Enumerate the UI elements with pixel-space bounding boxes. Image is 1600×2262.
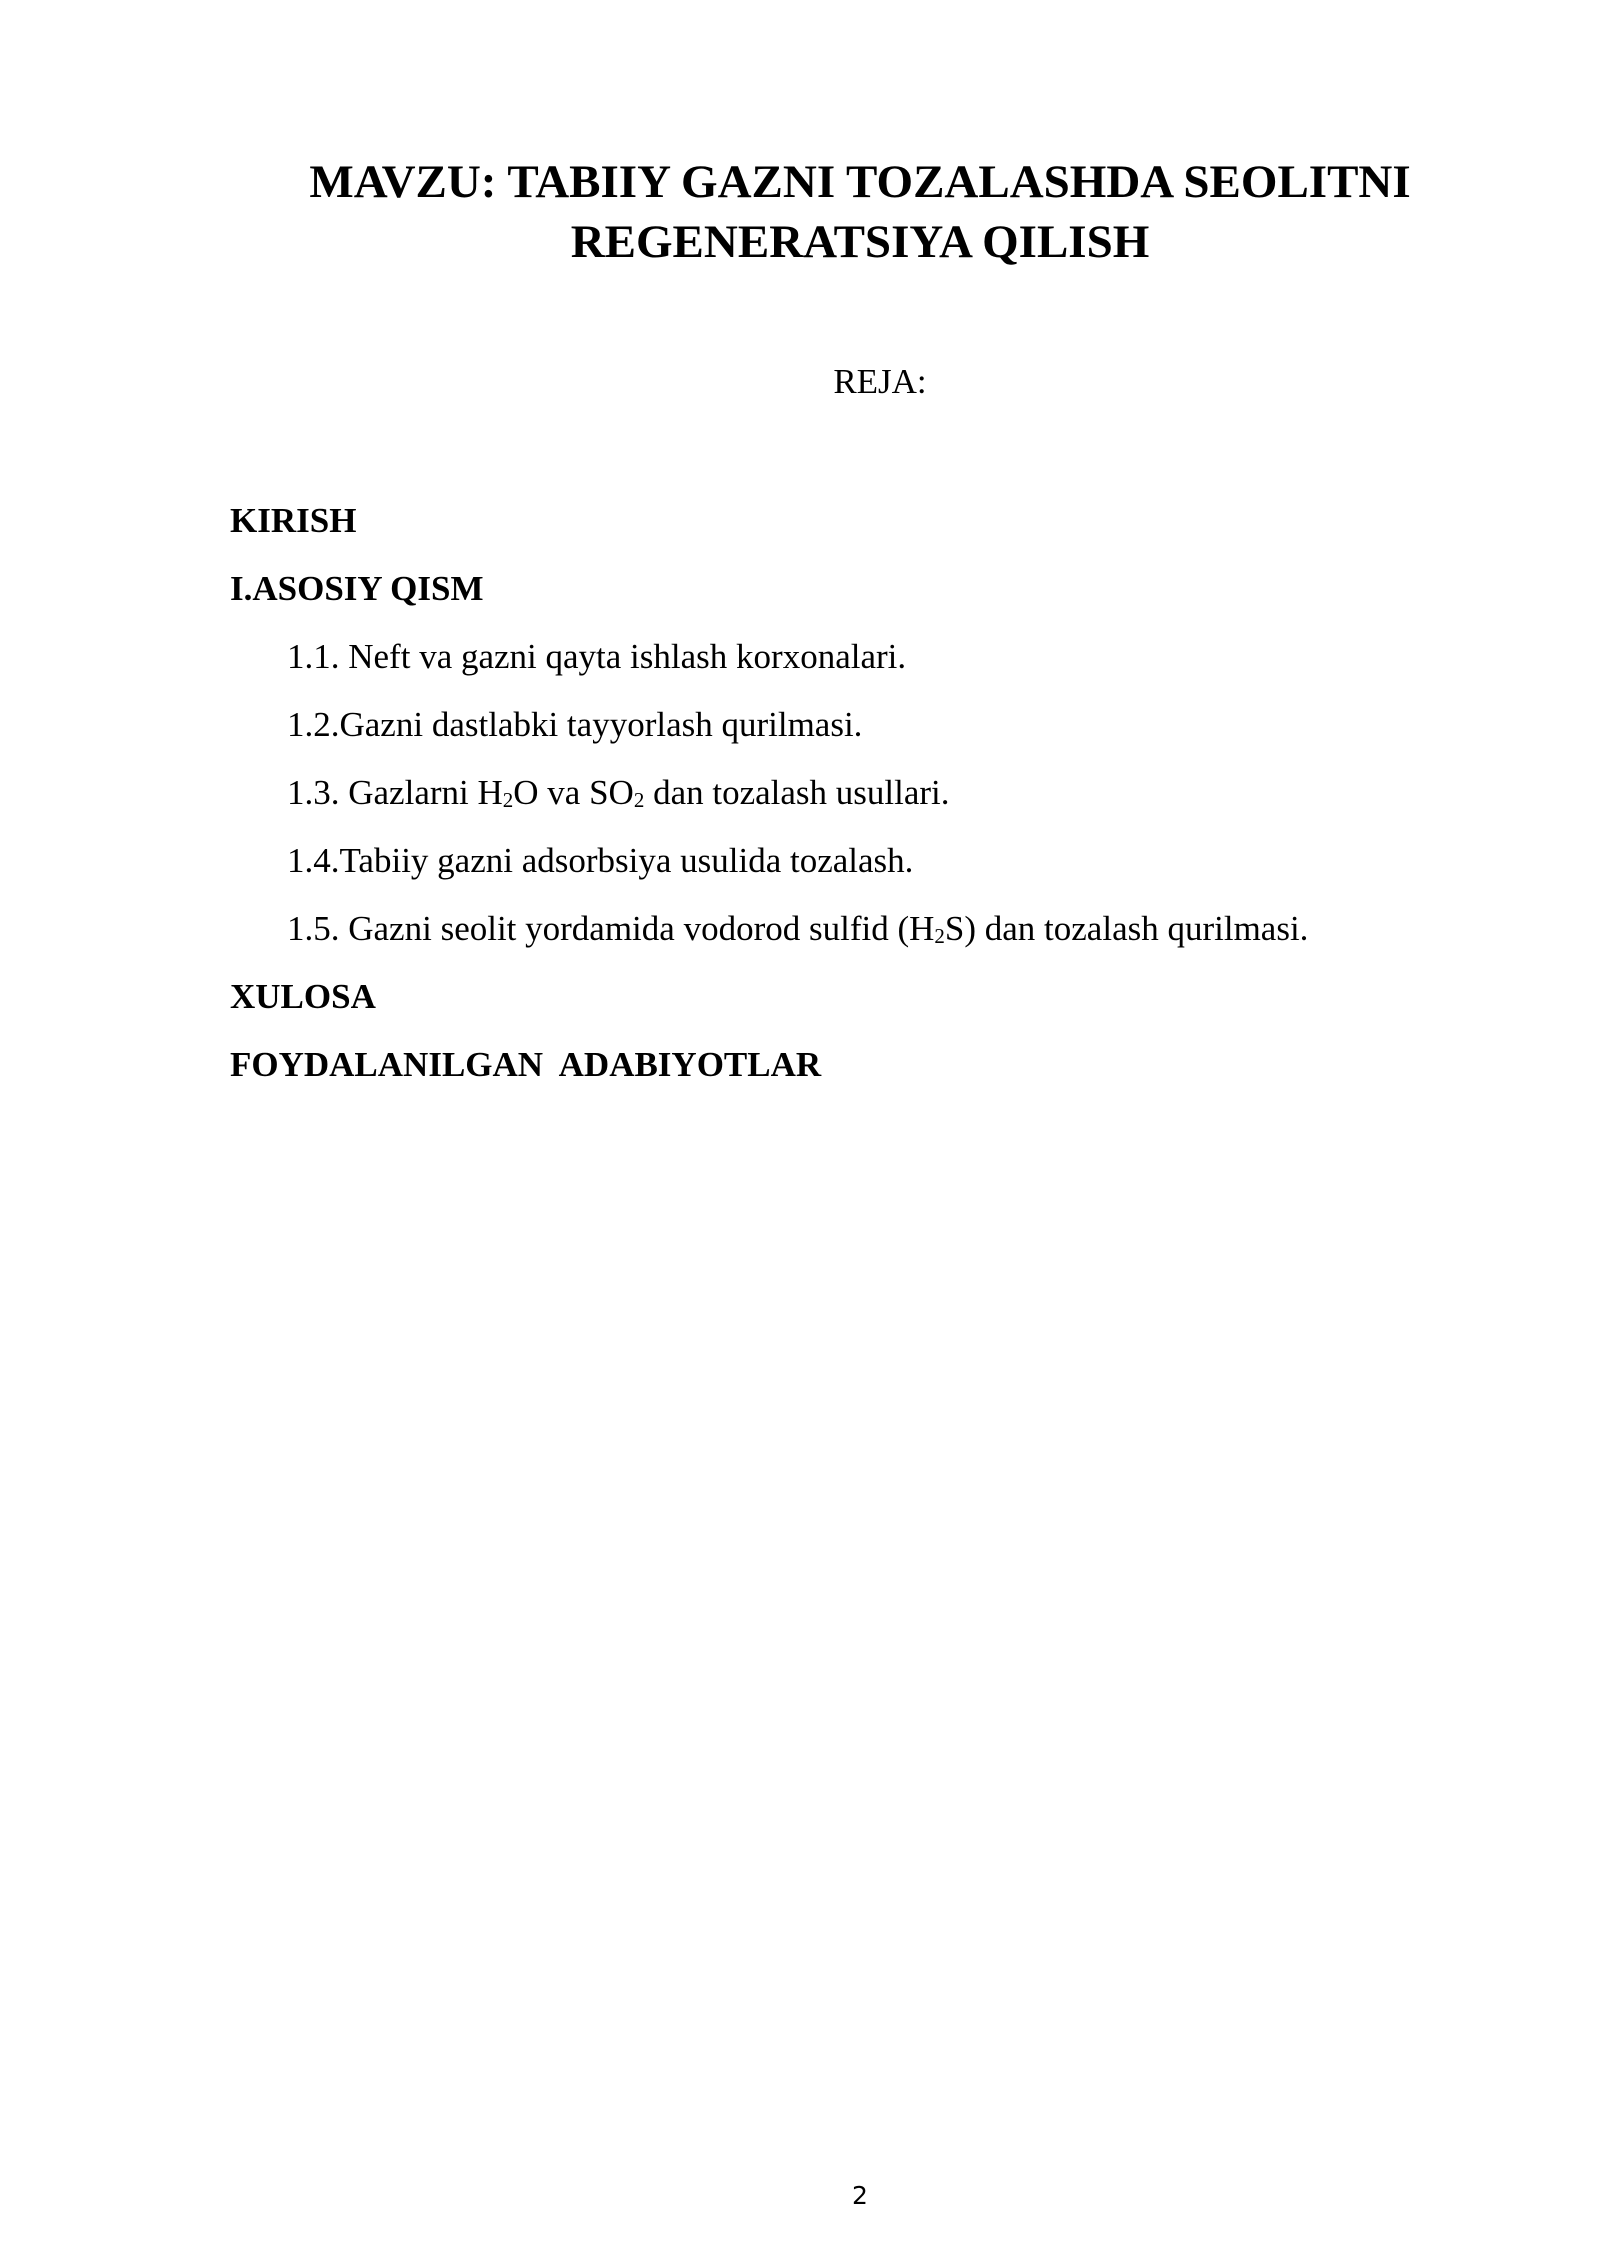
page-number: 2 [852,2181,868,2210]
toc-references [230,1040,1530,1108]
toc-item-1-2: 1.2.Gazni dastlabki tayyorlash qurilmasi. [287,705,863,744]
plan-label: REJA: [833,362,927,401]
subscript-2: 2 [633,788,645,813]
toc-item-1-4: 1.4.Tabiiy gazni adsorbsiya usulida tozalash. [287,841,914,880]
toc-item-1-5 [230,904,1530,972]
toc-item-1-3-text-a: 1.3. Gazlarni H [287,773,503,812]
subscript-2: 2 [934,924,945,949]
toc-item-1-5-text-b: S) dan tozalash qurilmasi. [944,909,1309,948]
table-of-contents [230,496,1530,1108]
toc-conclusion: XULOSA [230,977,376,1016]
toc-item-1-1: 1.1. Neft va gazni qayta ishlash korxonalari. [287,637,907,676]
subscript-2: 2 [502,788,514,813]
toc-item-1-5-text-a: 1.5. Gazni seolit yordamida vodorod sulfid (H [287,909,935,948]
toc-item-1-3 [230,768,1530,836]
toc-main-part: I.ASOSIY QISM [230,569,484,608]
title-line-2: REGENERATSIYA QILISH [570,216,1150,268]
toc-references-text: FOYDALANILGAN ADABIYOTLAR [230,1045,822,1084]
title-line-1: MAVZU: TABIIY GAZNI TOZALASHDA SEOLITNI [309,156,1411,208]
toc-intro: KIRISH [230,501,357,540]
toc-item-1-3-text-c: dan tozalash usullari. [644,773,950,812]
toc-item-1-3-text-b: O va SO [513,773,634,812]
document-title [230,152,1490,272]
